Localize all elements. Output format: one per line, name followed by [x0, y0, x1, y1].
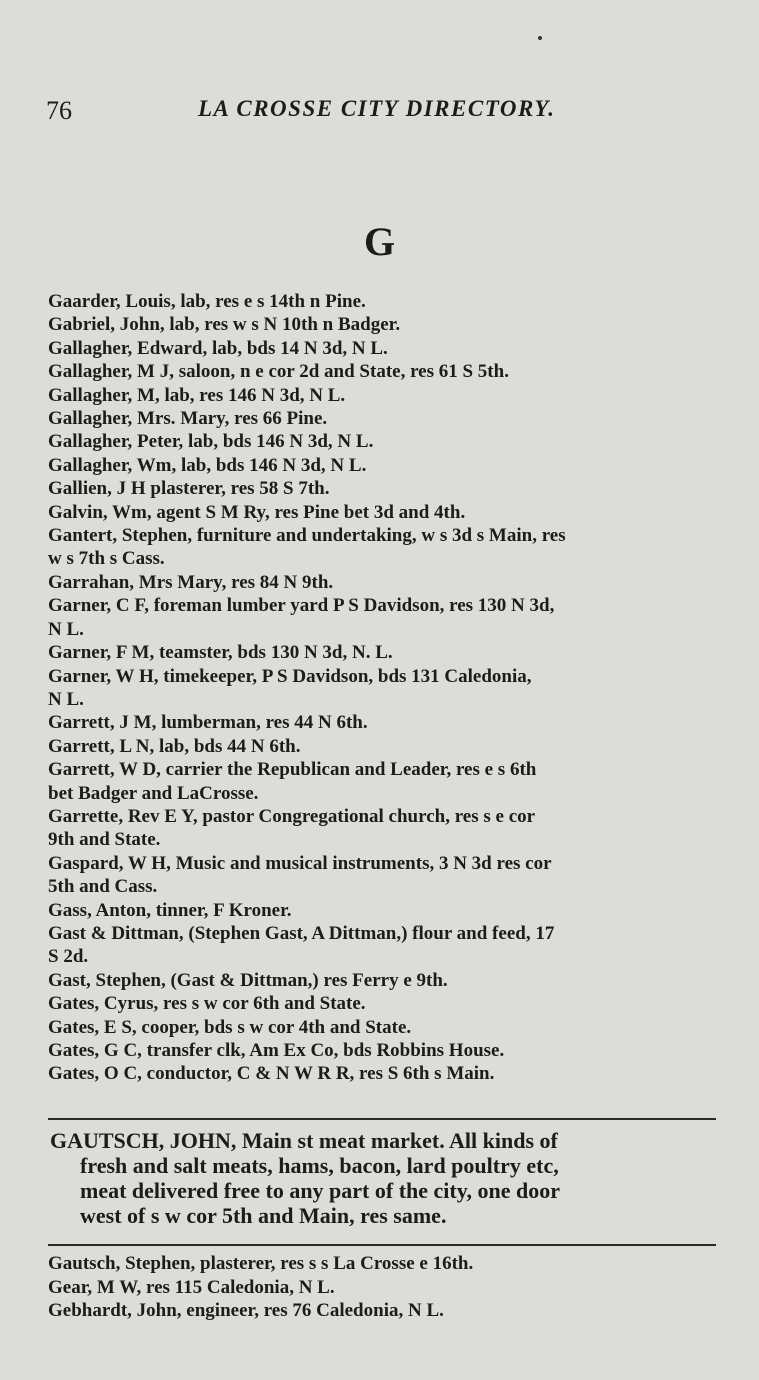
entry-line: Gallagher, Mrs. Mary, res 66 Pine.	[48, 408, 328, 430]
entry-line: Gaspard, W H, Music and musical instruments, 3 N 3d res cor	[48, 852, 552, 874]
directory-entry	[48, 360, 720, 383]
directory-entry	[48, 969, 720, 992]
entry-line: Gallagher, Wm, lab, bds 146 N 3d, N L.	[48, 454, 367, 476]
directory-entry	[48, 594, 720, 641]
directory-entry	[48, 711, 720, 734]
directory-entry	[48, 992, 720, 1015]
entry-line: Gass, Anton, tinner, F Kroner.	[48, 899, 292, 921]
entry-line: Gates, E S, cooper, bds s w cor 4th and State.	[48, 1016, 412, 1038]
advertisement-line: fresh and salt meats, hams, bacon, lard poultry etc,	[80, 1153, 559, 1178]
directory-entries-continued	[48, 1252, 720, 1323]
entry-continuation: bet Badger and LaCrosse.	[48, 782, 259, 804]
entry-line: Gallagher, M J, saloon, n e cor 2d and State, res 61 S 5th.	[48, 361, 509, 383]
entry-line: Gallagher, M, lab, res 146 N 3d, N L.	[48, 384, 346, 406]
directory-entry	[48, 524, 720, 571]
directory-entry	[48, 641, 720, 664]
directory-entry	[48, 337, 720, 360]
page-header	[46, 96, 599, 130]
entry-line: Garrett, L N, lab, bds 44 N 6th.	[48, 735, 301, 757]
directory-entry	[48, 735, 720, 758]
entry-line: Garrahan, Mrs Mary, res 84 N 9th.	[48, 571, 334, 593]
entry-continuation: w s 7th s Cass.	[48, 548, 165, 570]
directory-entry	[48, 454, 720, 477]
directory-entries	[48, 290, 720, 1086]
directory-entry	[48, 290, 720, 313]
entry-continuation: 5th and Cass.	[48, 876, 158, 898]
directory-entry: Gebhardt, John, engineer, res 76 Caledonia, N L.	[48, 1300, 444, 1321]
directory-entry	[48, 1016, 720, 1039]
entry-continuation: N L.	[48, 688, 84, 710]
entry-line: Garner, C F, foreman lumber yard P S Davidson, res 130 N 3d,	[48, 595, 555, 617]
directory-entry: Gear, M W, res 115 Caledonia, N L.	[48, 1276, 335, 1298]
directory-entry: Gautsch, Stephen, plasterer, res s s La Crosse e 16th.	[48, 1253, 474, 1274]
directory-entry	[48, 922, 720, 969]
directory-entry	[48, 758, 720, 805]
entry-line: Garner, F M, teamster, bds 130 N 3d, N. L.	[48, 642, 393, 664]
entry-line: Gallagher, Edward, lab, bds 14 N 3d, N L.	[48, 337, 388, 359]
entry-line: Garrette, Rev E Y, pastor Congregational church, res s e cor	[48, 805, 536, 827]
advertisement-line: GAUTSCH, JOHN, Main st meat market. All kinds of	[50, 1128, 558, 1153]
page-number: 76	[46, 96, 72, 125]
entry-line: Garrett, J M, lumberman, res 44 N 6th.	[48, 712, 368, 734]
entry-line: Gast, Stephen, (Gast & Dittman,) res Ferry e 9th.	[48, 969, 448, 991]
directory-entry	[48, 313, 720, 336]
directory-entry	[48, 665, 720, 712]
directory-entry	[48, 899, 720, 922]
entry-line: Galvin, Wm, agent S M Ry, res Pine bet 3d and 4th.	[48, 501, 466, 523]
entry-line: Gates, G C, transfer clk, Am Ex Co, bds Robbins House.	[48, 1040, 505, 1061]
print-speck	[538, 36, 542, 40]
directory-entry	[48, 477, 720, 500]
advertisement-line: west of s w cor 5th and Main, res same.	[80, 1203, 447, 1228]
entry-continuation: S 2d.	[48, 946, 89, 968]
entry-line: Garner, W H, timekeeper, P S Davidson, bds 131 Caledonia,	[48, 665, 532, 687]
directory-entry	[48, 852, 720, 899]
ad-rule-top	[48, 1118, 716, 1120]
entry-line: Gast & Dittman, (Stephen Gast, A Dittman,) flour and feed, 17	[48, 922, 555, 944]
entry-continuation: N L.	[48, 618, 84, 640]
entry-line: Gantert, Stephen, furniture and undertaking, w s 3d s Main, res	[48, 525, 566, 547]
directory-entry	[48, 805, 720, 852]
directory-entry	[48, 384, 720, 407]
advertisement-line: meat delivered free to any part of the city, one door	[80, 1178, 561, 1203]
entry-line: Gates, O C, conductor, C & N W R R, res S 6th s Main.	[48, 1063, 495, 1085]
entry-line: Garrett, W D, carrier the Republican and Leader, res e s 6th	[48, 759, 537, 781]
directory-entry	[48, 501, 720, 524]
entry-line: Gaarder, Louis, lab, res e s 14th n Pine.	[48, 291, 366, 312]
entry-line: Gallien, J H plasterer, res 58 S 7th.	[48, 478, 330, 500]
section-letter: G	[363, 219, 396, 264]
directory-entry	[48, 430, 720, 453]
advertisement	[50, 1128, 720, 1228]
running-title: LA CROSSE CITY DIRECTORY.	[198, 96, 556, 121]
directory-entry	[48, 1039, 720, 1062]
entry-continuation: 9th and State.	[48, 829, 161, 851]
entry-line: Gates, Cyrus, res s w cor 6th and State.	[48, 993, 366, 1015]
entry-line: Gabriel, John, lab, res w s N 10th n Badger.	[48, 314, 401, 336]
ad-rule-bottom	[48, 1244, 716, 1246]
entry-line: Gallagher, Peter, lab, bds 146 N 3d, N L.	[48, 431, 374, 453]
directory-entry	[48, 407, 720, 430]
directory-entry	[48, 571, 720, 594]
directory-entry	[48, 1062, 720, 1085]
